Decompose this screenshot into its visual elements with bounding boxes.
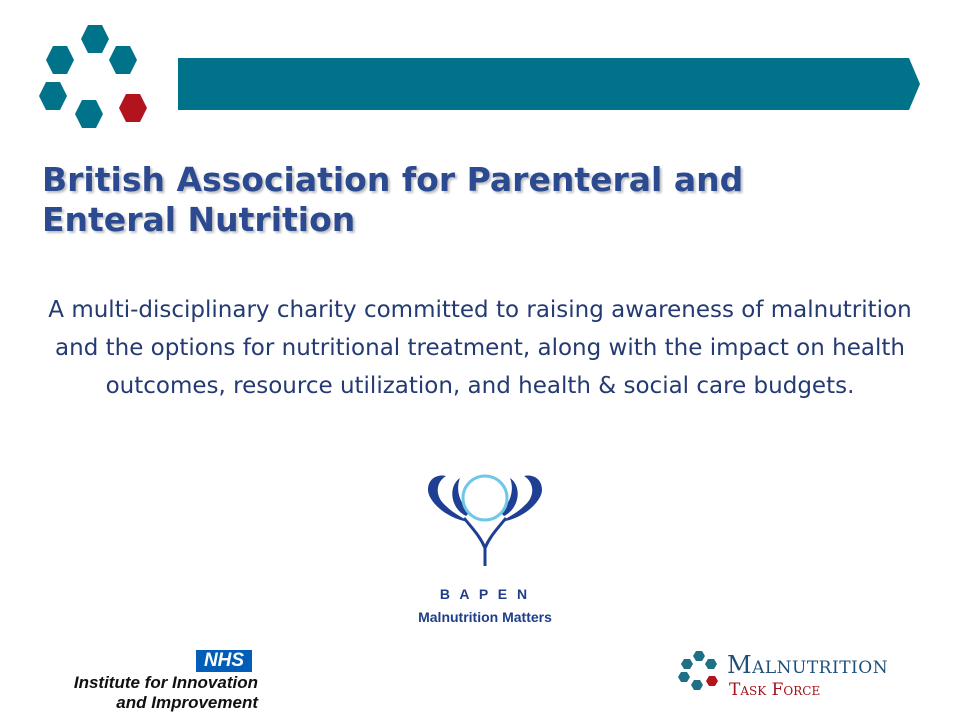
nhs-institute-line-1: Institute for Innovation — [73, 673, 258, 692]
title-line-1: British Association for Parenteral and — [42, 160, 744, 199]
hexagon-teal — [109, 46, 137, 74]
page-title — [42, 160, 802, 240]
bapen-tagline: Malnutrition Matters — [418, 609, 552, 625]
hexagon-teal — [81, 25, 109, 53]
hexagon-teal — [39, 82, 67, 110]
hexagon-teal — [46, 46, 74, 74]
malnutrition-task-force-subtitle: Task Force — [729, 680, 821, 700]
malnutrition-task-force-name: Malnutrition — [727, 651, 889, 679]
hexagon-cluster-icon — [32, 22, 164, 138]
nhs-institute-line-2: and Improvement — [116, 693, 258, 712]
header-banner — [178, 58, 920, 110]
bapen-emblem-icon — [424, 470, 546, 570]
hexagon-teal — [75, 100, 103, 128]
description-text: A multi-disciplinary charity committed to raising awareness of malnutrition and the options for nutritional treatment, along with the impact on health outcomes, resource utilization, and health & social care budgets. — [48, 297, 912, 399]
nhs-institute-name — [48, 673, 258, 713]
malnutrition-task-force-logo-icon — [676, 650, 720, 696]
title-line-2: Enteral Nutrition — [42, 200, 356, 239]
hexagon-red — [119, 94, 147, 122]
nhs-logo-badge: NHS — [196, 650, 252, 672]
bapen-abbreviation: B A P E N — [439, 586, 531, 602]
